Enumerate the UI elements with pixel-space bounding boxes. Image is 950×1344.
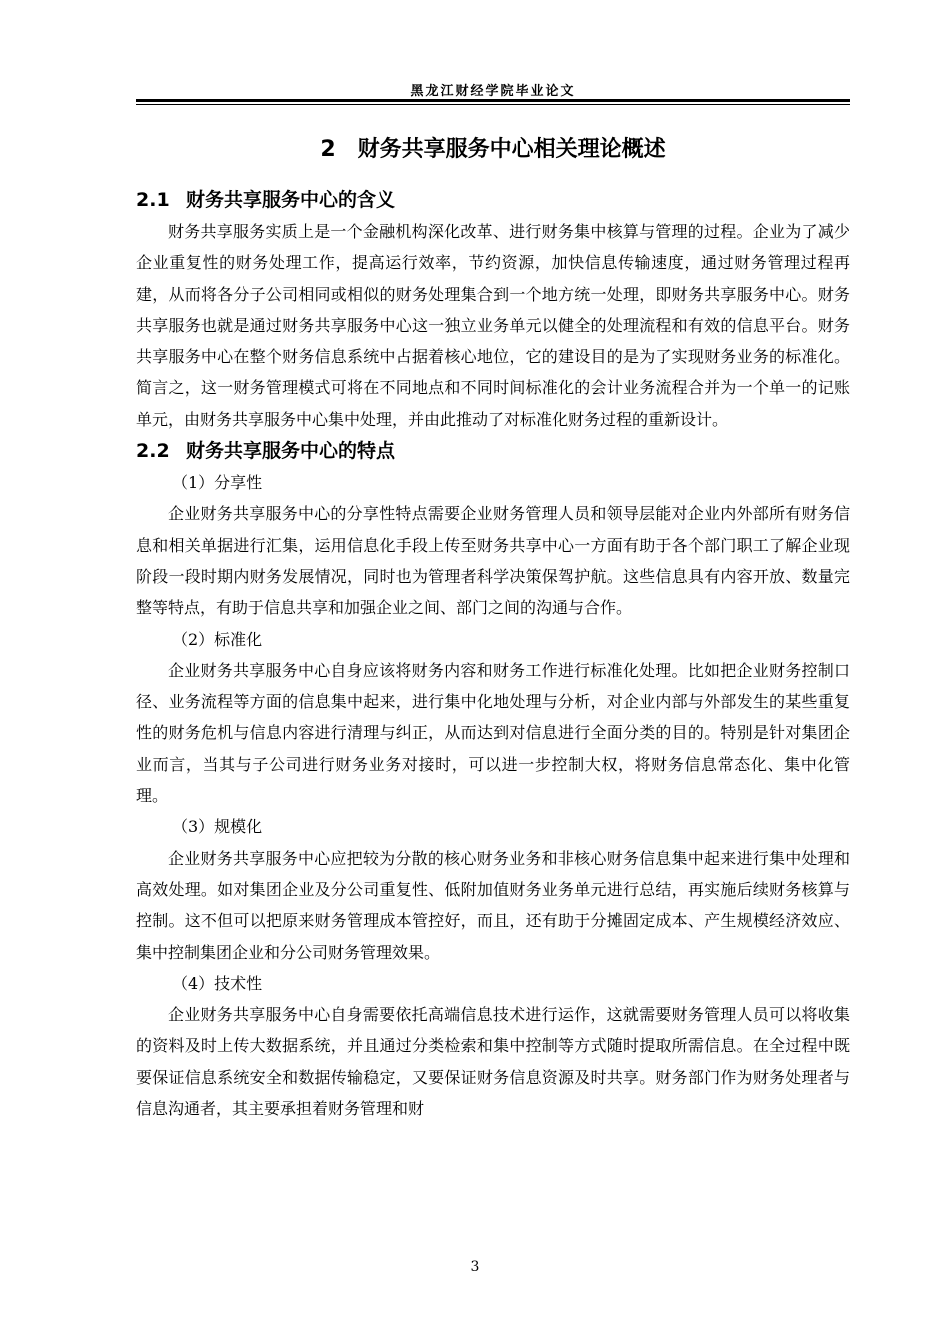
page-number: 3 — [470, 1259, 480, 1275]
section-number: 2.1 — [136, 189, 170, 211]
header-rule-thin — [136, 104, 850, 105]
paragraph: 企业财务共享服务中心的分享性特点需要企业财务管理人员和领导层能对企业内外部所有财务信息和相关单据进行汇集，运用信息化手段上传至财务共享中心一方面有助于各个部门职工了解企业现阶段一段时期内财务发展情况，同时也为管理者科学决策保驾护航。这些信息具有内容开放、数量完整等特点，有助于信息共享和加强企业之间、部门之间的沟通与合作。 — [136, 504, 850, 618]
header-rule-thick — [136, 99, 850, 102]
paragraph: 财务共享服务实质上是一个金融机构深化改革、进行财务集中核算与管理的过程。企业为了减少企业重复性的财务处理工作，提高运行效率，节约资源，加快信息传输速度，通过财务管理过程再建，从而将各分子公司相同或相似的财务处理集合到一个地方统一处理，即财务共享服务中心。财务共享服务也就是通过财务共享服务中心这一独立业务单元以健全的处理流程和有效的信息平台。财务共享服务中心在整个财务信息系统中占据着核心地位，它的建设目的是为了实现财务业务的标准化。简言之，这一财务管理模式可将在不同地点和不同时间标准化的会计业务流程合并为一个单一的记账单元，由财务共享服务中心集中处理，并由此推动了对标准化财务过程的重新设计。 — [136, 222, 850, 429]
paragraph: 企业财务共享服务中心应把较为分散的核心财务业务和非核心财务信息集中起来进行集中处理和高效处理。如对集团企业及分公司重复性、低附加值财务业务单元进行总结，再实施后续财务核算与控制。这不但可以把原来财务管理成本管控好，而且，还有助于分摊固定成本、产生规模经济效应、集中控制集团企业和分公司财务管理效果。 — [136, 848, 850, 962]
chapter-title: 2 财务共享服务中心相关理论概述 — [320, 137, 666, 162]
feature-heading: （2）标准化 — [172, 629, 263, 649]
paragraph: 企业财务共享服务中心自身需要依托高端信息技术进行运作，这就需要财务管理人员可以将收集的资料及时上传大数据系统，并且通过分类检索和集中控制等方式随时提取所需信息。在全过程中既要保证信息系统安全和数据传输稳定，又要保证财务信息资源及时共享。财务部门作为财务处理者与信息沟通者，其主要承担着财务管理和财 — [136, 1005, 850, 1119]
section-heading — [136, 435, 850, 467]
feature-heading: （3）规模化 — [172, 817, 263, 837]
page-body — [136, 132, 850, 1124]
section-heading — [136, 184, 850, 216]
section-title-text: 财务共享服务中心的含义 — [186, 189, 396, 211]
feature-heading: （1）分享性 — [172, 473, 263, 493]
paragraph: 企业财务共享服务中心自身应该将财务内容和财务工作进行标准化处理。比如把企业财务控制口径、业务流程等方面的信息集中起来，进行集中化地处理与分析，对企业内部与外部发生的某些重复性的财务危机与信息内容进行清理与纠正，从而达到对信息进行全面分类的目的。特别是针对集团企业而言，当其与子公司进行财务业务对接时，可以进一步控制大权，将财务信息常态化、集中化管理。 — [136, 660, 850, 806]
running-header: 黑龙江财经学院毕业论文 — [410, 84, 576, 99]
section-number: 2.2 — [136, 440, 170, 463]
feature-heading: （4）技术性 — [172, 973, 263, 993]
section-title-text: 财务共享服务中心的特点 — [186, 440, 396, 463]
